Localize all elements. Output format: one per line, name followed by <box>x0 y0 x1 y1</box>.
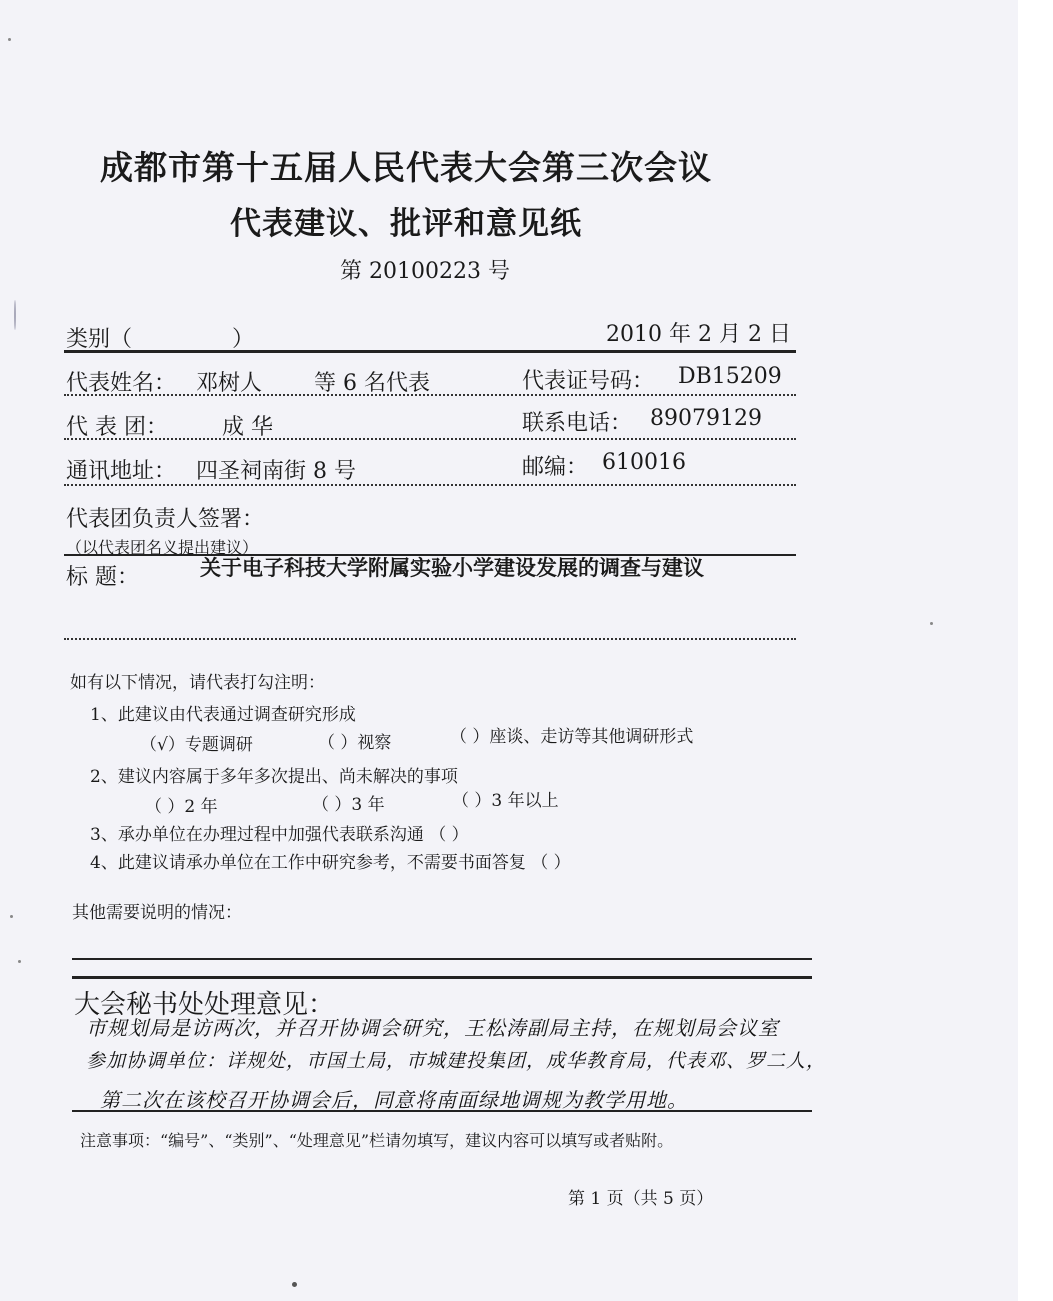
secretariat-heading: 大会秘书处处理意见： <box>74 990 335 1020</box>
scan-speck <box>10 915 13 918</box>
page-indicator: 第 1 页（共 5 页） <box>568 1189 714 1209</box>
form-date: 2010 年 2 月 2 日 <box>606 322 791 347</box>
delegation-label: 代 表 团： <box>66 415 168 440</box>
cert-label: 代表证号码： <box>522 369 655 394</box>
scan-margin <box>1018 0 1053 1301</box>
row-divider <box>64 394 796 396</box>
checklist-intro: 如有以下情况，请代表打勾注明： <box>70 673 325 693</box>
address-value: 四圣祠南街 8 号 <box>196 459 356 484</box>
address-label: 通讯地址： <box>66 459 177 484</box>
name-value: 邓树人 <box>196 371 263 396</box>
scan-speck <box>14 300 16 330</box>
name-count: 等 6 名代表 <box>314 371 430 396</box>
form-title: 成都市第十五届人民代表大会第三次会议 <box>100 148 712 187</box>
category-close: ） <box>232 327 255 352</box>
form-subtitle: 代表建议、批评和意见纸 <box>230 206 582 242</box>
name-label: 代表姓名： <box>66 371 177 396</box>
checklist-item-2-option-2y: （ ）2 年 <box>145 797 218 817</box>
subject-value: 关于电子科技大学附属实验小学建设发展的调查与建议 <box>200 555 704 580</box>
cert-value: DB15209 <box>678 364 782 389</box>
row-divider <box>64 484 796 486</box>
checklist-item-3: 3、承办单位在办理过程中加强代表联系沟通 （ ） <box>90 825 469 845</box>
checklist-item-1: 1、此建议由代表通过调查研究形成 <box>90 705 356 725</box>
postcode-value: 610016 <box>602 450 686 475</box>
scan-speck <box>292 1282 297 1287</box>
subject-label: 标 题： <box>66 565 139 590</box>
leader-sign-note: （以代表团名义提出建议） <box>66 538 259 557</box>
checklist-item-1-option-inspection: （ ）视察 <box>318 733 392 753</box>
scan-speck <box>8 38 11 41</box>
section-rule <box>72 1110 812 1112</box>
notice-text: 注意事项：“编号”、“类别”、“处理意见”栏请勿填写，建议内容可以填写或者贴附。 <box>80 1131 674 1150</box>
other-notes-label: 其他需要说明的情况： <box>72 903 242 923</box>
checklist-item-2-option-3y: （ ）3 年 <box>312 795 385 815</box>
row-divider <box>64 638 796 640</box>
document-number: 第 20100223 号 <box>340 259 510 284</box>
section-rule <box>72 976 812 979</box>
category-label: 类别（ <box>66 327 133 352</box>
row-divider <box>64 438 796 440</box>
postcode-label: 邮编： <box>522 455 589 480</box>
scan-speck <box>18 960 21 963</box>
checklist-item-1-option-other: （ ）座谈、走访等其他调研形式 <box>450 727 694 747</box>
checklist-item-1-option-research: （√）专题调研 <box>140 735 253 755</box>
phone-label: 联系电话： <box>522 411 633 436</box>
scan-speck <box>930 622 933 625</box>
header-rule <box>64 350 796 353</box>
delegation-value: 成 华 <box>222 415 273 440</box>
handwritten-opinion-line-1: 市规划局是访两次，并召开协调会研究，王松涛副局主持，在规划局会议室 <box>86 1016 779 1040</box>
section-rule <box>72 958 812 960</box>
leader-sign-label: 代表团负责人签署： <box>66 507 265 532</box>
checklist-item-4: 4、此建议请承办单位在工作中研究参考，不需要书面答复 （ ） <box>90 853 571 873</box>
phone-value: 89079129 <box>650 406 762 431</box>
checklist-item-2: 2、建议内容属于多年多次提出、尚未解决的事项 <box>90 767 458 787</box>
handwritten-opinion-line-3: 第二次在该校召开协调会后，同意将南面绿地调规为教学用地。 <box>100 1088 688 1112</box>
handwritten-opinion-line-2: 参加协调单位：详规处，市国土局，市城建投集团，成华教育局，代表邓、罗二人， <box>86 1050 827 1072</box>
checklist-item-2-option-3y-plus: （ ）3 年以上 <box>452 791 559 811</box>
